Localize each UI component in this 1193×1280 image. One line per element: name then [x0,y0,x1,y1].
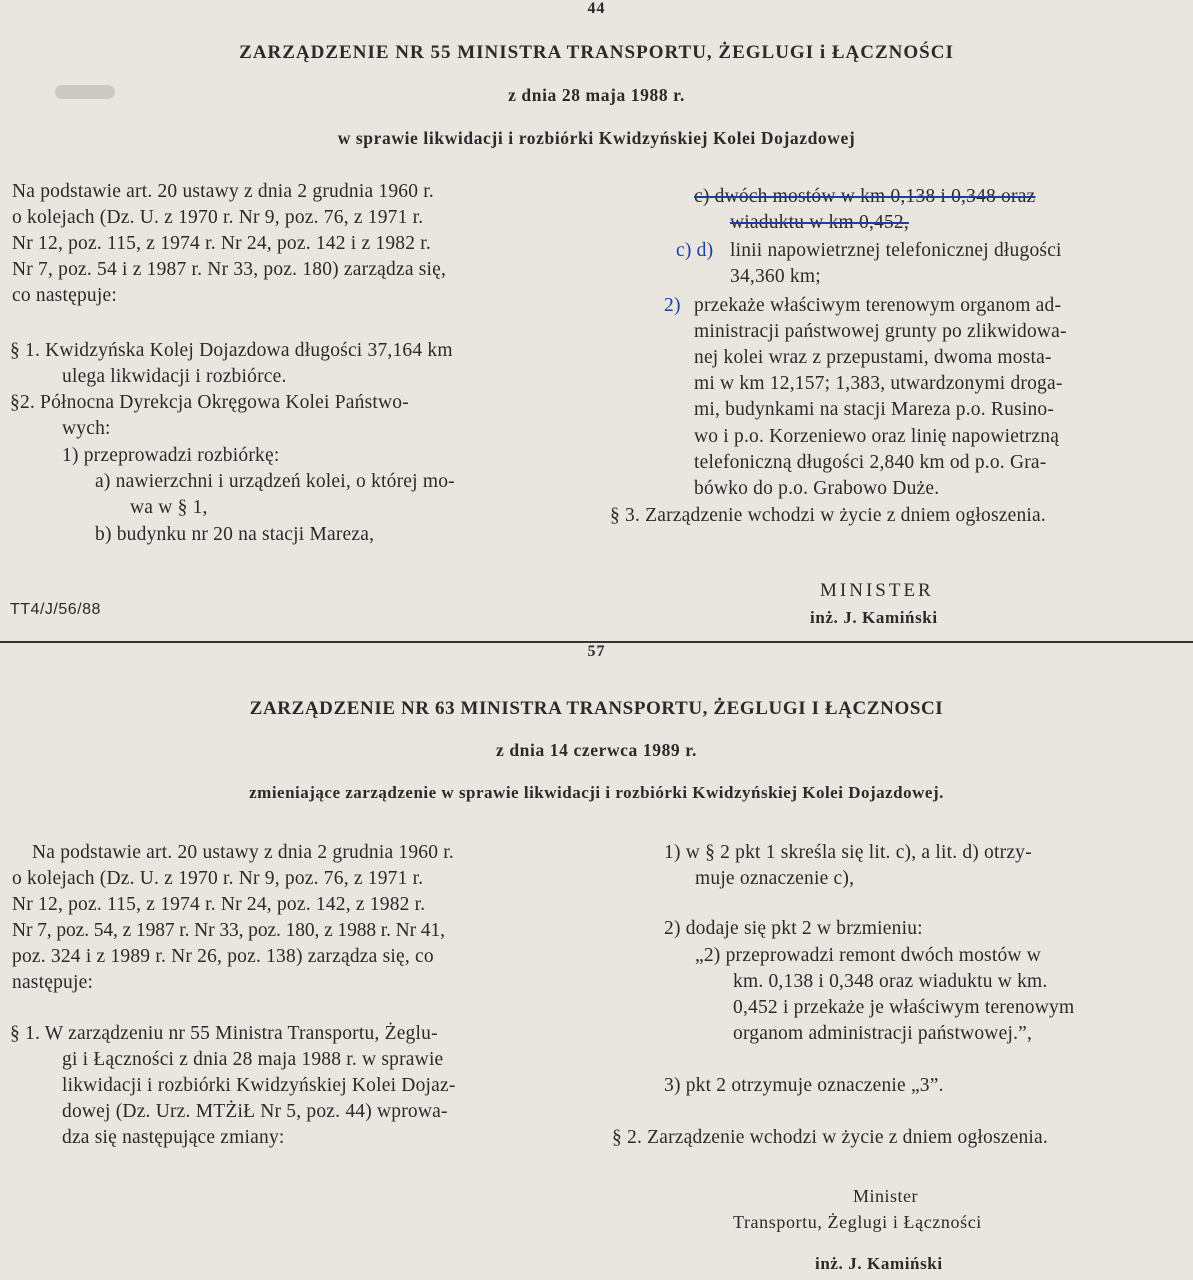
point-2-cont: bówko do p.o. Grabowo Duże. [694,478,940,499]
paragraph-1-cont: gi i Łączności z dnia 28 maja 1988 r. w sprawie [62,1049,444,1070]
point-1: 1) przeprowadzi rozbiórkę: [62,445,280,466]
item-d-cont: 34,360 km; [730,266,821,287]
item-a: a) nawierzchni i urządzeń kolei, o której mo- [95,471,455,492]
paragraph-2-cont: wych: [62,418,111,439]
change-1: 1) w § 2 pkt 1 skreśla się lit. c), a lit. d) otrzy- [664,842,1032,863]
preamble-line: co następuje: [12,285,117,306]
signature-name: inż. J. Kamiński [810,608,938,627]
handwritten-relabel: c) d) [676,240,714,261]
paragraph-1-cont: dza się następujące zmiany: [62,1127,285,1148]
item-d: linii napowietrznej telefonicznej długości [730,240,1062,261]
paragraph-3: § 3. Zarządzenie wchodzi w życie z dniem ogłoszenia. [610,505,1046,526]
struck-item-c: c) dwóch mostów w km 0,138 i 0,348 oraz [694,186,1036,207]
paragraph-1: § 1. W zarządzeniu nr 55 Ministra Transportu, Żeglu- [10,1023,438,1044]
decree-date: z dnia 14 czerwca 1989 r. [496,740,697,760]
change-2-quote-cont: 0,452 i przekaże je właściwym terenowym [733,997,1075,1018]
preamble-line: następuje: [12,972,94,993]
decree-date: z dnia 28 maja 1988 r. [508,85,685,105]
signature-title: Minister [853,1186,918,1206]
paragraph-1-cont: ulega likwidacji i rozbiórce. [62,366,287,387]
paragraph-1-cont: dowej (Dz. Urz. MTŻiŁ Nr 5, poz. 44) wprowa- [62,1101,448,1122]
page-number: 57 [587,643,606,660]
paragraph-1: § 1. Kwidzyńska Kolej Dojazdowa długości 37,164 km [10,340,453,361]
decree-subject: zmieniające zarządzenie w sprawie likwidacji i rozbiórki Kwidzyńskiej Kolei Dojazdowej. [249,783,944,802]
paragraph-2: § 2. Zarządzenie wchodzi w życie z dniem ogłoszenia. [612,1127,1048,1148]
preamble-line: Nr 7, poz. 54 i z 1987 r. Nr 33, poz. 180) zarządza się, [12,259,447,280]
point-2-cont: mi w km 12,157; 1,383, utwardzonymi droga- [694,373,1063,394]
preamble-line: Nr 7, poz. 54, z 1987 r. Nr 33, poz. 180, z 1988 r. Nr 41, [12,920,445,941]
decree-title: ZARZĄDZENIE NR 63 MINISTRA TRANSPORTU, ŻEGLUGI I ŁĄCZNOSCI [249,698,944,719]
page-number: 44 [587,0,606,17]
point-2-cont: ministracji państwowej grunty po zlikwidowa- [694,321,1067,342]
reference-code: TT4/J/56/88 [10,601,101,618]
change-3: 3) pkt 2 otrzymuje oznaczenie „3”. [664,1075,944,1096]
point-2-cont: wo i p.o. Korzeniewo oraz linię napowietrzną [694,426,1060,447]
change-1-cont: muje oznaczenie c), [695,868,855,889]
point-2-number: 2) [664,295,681,316]
preamble-line: poz. 324 i z 1989 r. Nr 26, poz. 138) zarządza się, co [12,946,434,967]
item-a-cont: wa w § 1, [130,497,208,518]
point-2: przekaże właściwym terenowym organom ad- [694,295,1062,316]
preamble-line: Na podstawie art. 20 ustawy z dnia 2 grudnia 1960 r. [32,842,454,863]
preamble-line: o kolejach (Dz. U. z 1970 r. Nr 9, poz. 76, z 1971 r. [12,207,424,228]
point-2-cont: telefoniczną długości 2,840 km od p.o. Gra- [694,452,1047,473]
paragraph-2: §2. Północna Dyrekcja Okręgowa Kolei Państwo- [10,392,409,413]
change-2-quote-cont: km. 0,138 i 0,348 oraz wiaduktu w km. [733,971,1048,992]
preamble-line: o kolejach (Dz. U. z 1970 r. Nr 9, poz. 76, z 1971 r. [12,868,424,889]
change-2: 2) dodaje się pkt 2 w brzmieniu: [664,918,923,939]
preamble-line: Nr 12, poz. 115, z 1974 r. Nr 24, poz. 142, z 1982 r. [12,894,426,915]
change-2-quote: „2) przeprowadzi remont dwóch mostów w [695,945,1042,966]
decree-title: ZARZĄDZENIE NR 55 MINISTRA TRANSPORTU, ŻEGLUGI i ŁĄCZNOŚCI [239,42,954,63]
item-b: b) budynku nr 20 na stacji Mareza, [95,524,375,545]
preamble-line: Na podstawie art. 20 ustawy z dnia 2 grudnia 1960 r. [12,181,434,202]
signature-title: MINISTER [820,580,934,601]
change-2-quote-cont: organom administracji państwowej.”, [733,1023,1033,1044]
point-2-cont: mi, budynkami na stacji Mareza p.o. Rusino- [694,399,1055,420]
decree-subject: w sprawie likwidacji i rozbiórki Kwidzyńskiej Kolei Dojazdowej [337,128,856,148]
signature-name: inż. J. Kamiński [815,1254,943,1273]
point-2-cont: nej kolei wraz z przepustami, dwoma mosta- [694,347,1052,368]
preamble-line: Nr 12, poz. 115, z 1974 r. Nr 24, poz. 142 i z 1982 r. [12,233,431,254]
paragraph-1-cont: likwidacji i rozbiórki Kwidzyńskiej Kolei Dojaz- [62,1075,456,1096]
signature-org: Transportu, Żeglugi i Łączności [733,1212,982,1232]
struck-item-c-cont: wiaduktu w km 0,452, [730,212,909,233]
